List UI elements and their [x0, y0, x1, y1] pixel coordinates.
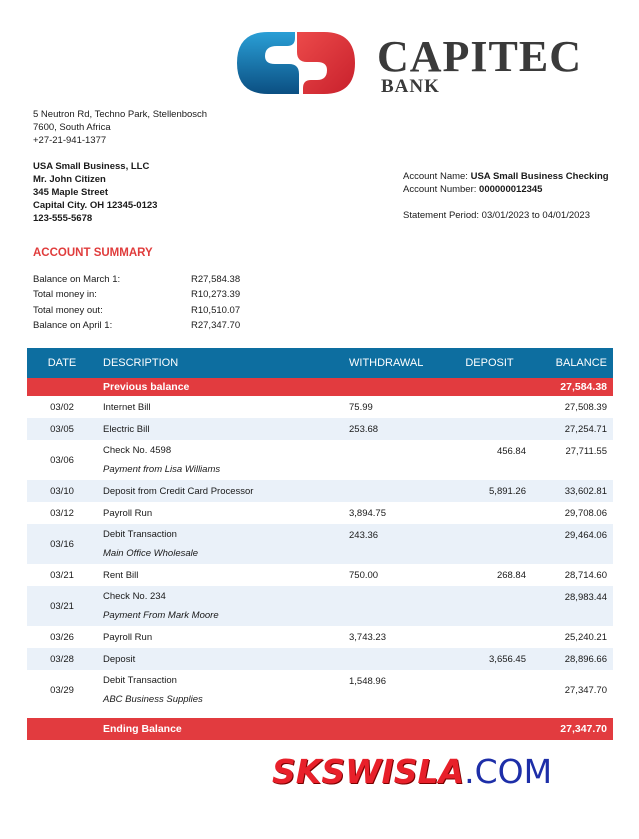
- row-deposit: 3,656.45: [489, 653, 526, 665]
- table-row: [27, 524, 613, 564]
- brand-name: CAPITEC: [377, 32, 583, 81]
- header-balance: BALANCE: [555, 357, 607, 369]
- row-balance: 28,896.66: [564, 653, 607, 665]
- summary-label: Balance on April 1:: [33, 320, 113, 332]
- row-withdrawal: 750.00: [349, 569, 379, 581]
- row-description: Deposit from Credit Card Processor: [103, 485, 254, 497]
- account-number-label: Account Number:: [403, 184, 480, 195]
- row-date: 03/05: [50, 423, 74, 435]
- watermark: [272, 752, 552, 791]
- account-number: 000000012345: [479, 184, 543, 195]
- row-date: 03/29: [50, 684, 74, 696]
- header-description: DESCRIPTION: [103, 357, 179, 369]
- customer-phone: 123-555-5678: [33, 213, 93, 224]
- table-row: [27, 440, 613, 480]
- row-balance: 27,711.55: [565, 446, 607, 457]
- transactions-table: [27, 348, 613, 740]
- row-description-main: Check No. 234: [103, 591, 166, 602]
- table-row: [27, 648, 613, 670]
- account-name-line: [403, 170, 609, 183]
- account-info: [403, 170, 609, 222]
- row-description-sub: Payment from Lisa Williams: [103, 464, 221, 475]
- row-date: 03/02: [50, 401, 74, 413]
- row-deposit: [443, 586, 528, 592]
- table-row: [27, 480, 613, 502]
- previous-balance-row: [27, 378, 613, 396]
- row-date: 03/16: [50, 538, 74, 550]
- bank-phone: +27-21-941-1377: [33, 135, 107, 146]
- row-deposit: 268.84: [496, 569, 526, 581]
- row-description: Rent Bill: [103, 569, 139, 581]
- summary-label: Balance on March 1:: [33, 274, 121, 286]
- row-balance: 28,983.44: [564, 592, 607, 603]
- row-description-main: Check No. 4598: [103, 445, 172, 456]
- row-date: 03/12: [50, 507, 74, 519]
- row-withdrawal: 243.36: [349, 530, 379, 541]
- header-date: DATE: [47, 357, 77, 369]
- account-summary: [33, 272, 240, 333]
- ending-balance-row: [27, 718, 613, 740]
- row-date: 03/21: [50, 600, 74, 612]
- row-withdrawal: 253.68: [349, 423, 379, 435]
- table-row: [27, 418, 613, 440]
- statement-period: Statement Period: 03/01/2023 to 04/01/2023: [403, 210, 590, 221]
- row-balance: 33,602.81: [564, 485, 607, 497]
- header-deposit: DEPOSIT: [465, 357, 514, 369]
- row-balance: 27,347.70: [564, 684, 607, 696]
- row-balance: 27,508.39: [564, 401, 607, 413]
- row-date: 03/06: [50, 454, 74, 466]
- row-description-sub: Payment From Mark Moore: [103, 610, 219, 621]
- row-deposit: 456.84: [496, 446, 526, 457]
- summary-value: R10,273.39: [191, 289, 241, 301]
- row-balance: 25,240.21: [564, 631, 607, 643]
- capitec-logo-mark-icon: [237, 32, 355, 94]
- summary-title: ACCOUNT SUMMARY: [33, 247, 153, 259]
- row-withdrawal: 75.99: [349, 401, 373, 413]
- bank-address-line: 7600, South Africa: [33, 122, 111, 133]
- row-description-main: Debit Transaction: [103, 529, 177, 540]
- table-row: [27, 626, 613, 648]
- row-description: Payroll Run: [103, 631, 153, 643]
- customer-company: USA Small Business, LLC: [33, 161, 150, 172]
- table-row: [27, 586, 613, 626]
- customer-name: Mr. John Citizen: [33, 174, 106, 185]
- row-balance: 29,708.06: [564, 507, 607, 519]
- table-row: [27, 502, 613, 524]
- row-description-main: Debit Transaction: [103, 675, 177, 686]
- previous-balance-label: Previous balance: [103, 381, 190, 393]
- ending-balance-value: 27,347.70: [560, 723, 607, 735]
- row-balance: 27,254.71: [564, 423, 607, 435]
- row-deposit: 5,891.26: [489, 485, 526, 497]
- summary-label: Total money in:: [33, 289, 97, 301]
- summary-value: R10,510.07: [191, 304, 241, 316]
- summary-row: [33, 318, 240, 333]
- row-description: [97, 445, 343, 475]
- customer-city: Capital City. OH 12345-0123: [33, 200, 158, 211]
- ending-balance-label: Ending Balance: [103, 723, 182, 735]
- row-description: [97, 591, 343, 621]
- row-date: 03/26: [50, 631, 74, 643]
- account-name: USA Small Business Checking: [470, 171, 609, 182]
- summary-row: [33, 303, 240, 318]
- row-withdrawal: 1,548.96: [349, 676, 386, 687]
- transaction-rows: [27, 396, 613, 710]
- summary-label: Total money out:: [33, 304, 103, 316]
- summary-value: R27,584.38: [191, 274, 241, 286]
- row-description: Payroll Run: [103, 507, 153, 519]
- table-row: [27, 396, 613, 418]
- summary-row: [33, 287, 240, 302]
- brand-subtitle: BANK: [381, 76, 440, 97]
- summary-row: [33, 272, 240, 287]
- bank-address-line: 5 Neutron Rd, Techno Park, Stellenbosch: [33, 109, 208, 120]
- row-withdrawal: [343, 440, 443, 446]
- row-deposit: [443, 524, 528, 530]
- row-description: Internet Bill: [103, 401, 151, 413]
- account-number-line: [403, 183, 609, 196]
- row-description: Deposit: [103, 653, 136, 665]
- row-deposit: [443, 670, 528, 676]
- table-header: [27, 348, 613, 378]
- row-withdrawal: 3,743.23: [349, 631, 386, 643]
- row-balance: 28,714.60: [564, 569, 607, 581]
- row-description-sub: ABC Business Supplies: [103, 694, 203, 705]
- row-description-sub: Main Office Wholesale: [103, 548, 199, 559]
- watermark-blue: .COM: [464, 752, 553, 791]
- row-date: 03/10: [50, 485, 74, 497]
- watermark-red: SKSWISLA: [272, 752, 465, 791]
- table-row: [27, 670, 613, 710]
- header-withdrawal: WITHDRAWAL: [349, 357, 424, 369]
- row-description: [97, 529, 343, 559]
- account-name-label: Account Name:: [403, 171, 471, 182]
- row-date: 03/21: [50, 569, 74, 581]
- row-withdrawal: 3,894.75: [349, 507, 386, 519]
- customer-address: [33, 160, 157, 225]
- customer-street: 345 Maple Street: [33, 187, 108, 198]
- bank-address: [33, 108, 207, 147]
- summary-value: R27,347.70: [191, 320, 241, 332]
- row-date: 03/28: [50, 653, 74, 665]
- row-balance: 29,464.06: [564, 530, 607, 541]
- row-description: [97, 675, 343, 705]
- row-withdrawal: [343, 586, 443, 592]
- capitec-logo: [237, 32, 617, 98]
- table-row: [27, 564, 613, 586]
- row-description: Electric Bill: [103, 423, 150, 435]
- previous-balance-value: 27,584.38: [560, 381, 607, 393]
